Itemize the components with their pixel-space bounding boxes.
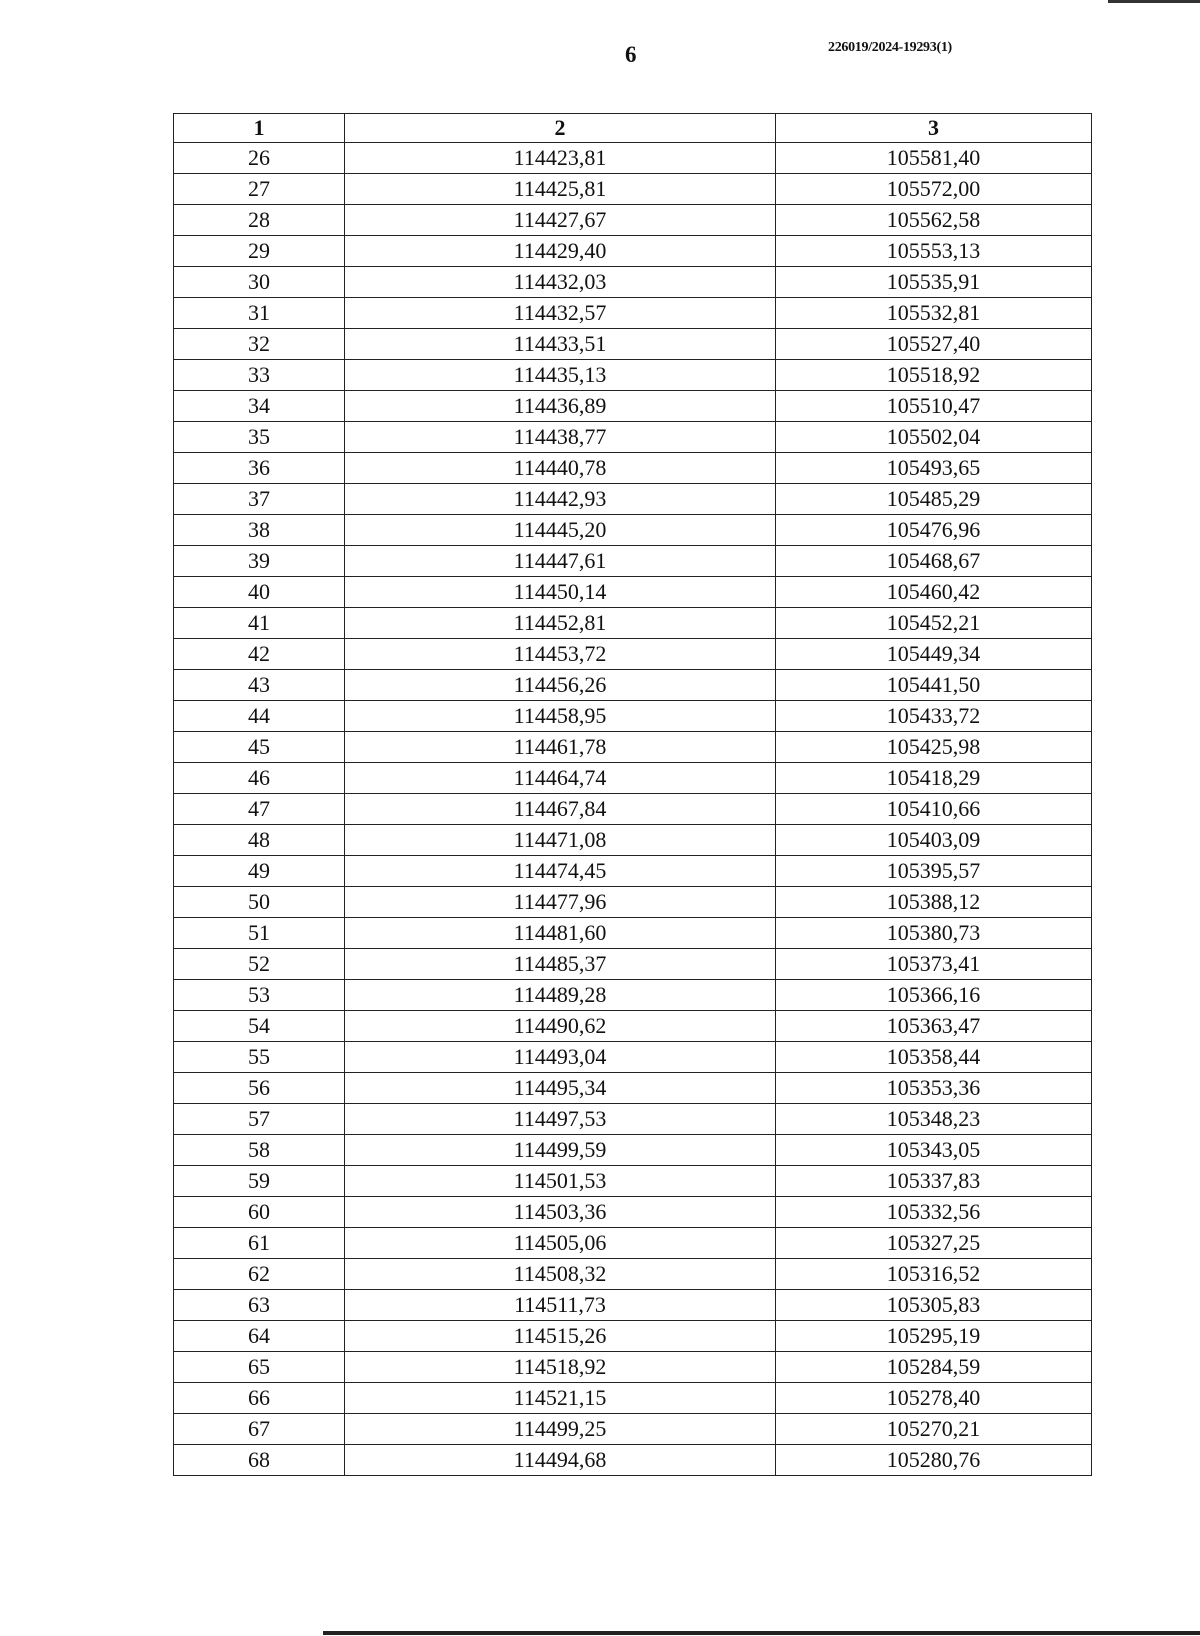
table-cell-col-1: 36 <box>174 453 345 484</box>
table-row <box>174 1197 1092 1228</box>
table-cell-col-3: 105433,72 <box>776 701 1092 732</box>
table-cell-col-1: 40 <box>174 577 345 608</box>
table-cell-col-3: 105305,83 <box>776 1290 1092 1321</box>
table-row <box>174 1011 1092 1042</box>
table-cell-col-3: 105510,47 <box>776 391 1092 422</box>
table-cell-col-1: 37 <box>174 484 345 515</box>
table-cell-col-2: 114435,13 <box>345 360 776 391</box>
table-cell-col-3: 105562,58 <box>776 205 1092 236</box>
table-cell-col-2: 114499,25 <box>345 1414 776 1445</box>
table-cell-col-2: 114450,14 <box>345 577 776 608</box>
table-cell-col-3: 105410,66 <box>776 794 1092 825</box>
table-row <box>174 1383 1092 1414</box>
table-body <box>174 143 1092 1476</box>
table-row <box>174 515 1092 546</box>
table-cell-col-2: 114442,93 <box>345 484 776 515</box>
table-cell-col-1: 62 <box>174 1259 345 1290</box>
table-row <box>174 608 1092 639</box>
table-cell-col-3: 105418,29 <box>776 763 1092 794</box>
table-cell-col-1: 48 <box>174 825 345 856</box>
table-cell-col-3: 105358,44 <box>776 1042 1092 1073</box>
table-cell-col-1: 59 <box>174 1166 345 1197</box>
table-cell-col-3: 105270,21 <box>776 1414 1092 1445</box>
table-cell-col-3: 105441,50 <box>776 670 1092 701</box>
table-row <box>174 794 1092 825</box>
table-row <box>174 856 1092 887</box>
table-cell-col-1: 47 <box>174 794 345 825</box>
table-cell-col-2: 114505,06 <box>345 1228 776 1259</box>
table-cell-col-2: 114461,78 <box>345 732 776 763</box>
bottom-rule <box>323 1631 1200 1635</box>
column-header-2: 2 <box>345 114 776 143</box>
table-cell-col-3: 105572,00 <box>776 174 1092 205</box>
table-row <box>174 1321 1092 1352</box>
table-row <box>174 422 1092 453</box>
table-cell-col-1: 26 <box>174 143 345 174</box>
table-row <box>174 1259 1092 1290</box>
table-cell-col-3: 105332,56 <box>776 1197 1092 1228</box>
table-cell-col-1: 42 <box>174 639 345 670</box>
table-cell-col-1: 52 <box>174 949 345 980</box>
table-cell-col-1: 54 <box>174 1011 345 1042</box>
table-cell-col-2: 114458,95 <box>345 701 776 732</box>
table-cell-col-3: 105518,92 <box>776 360 1092 391</box>
page-number: 6 <box>625 42 637 67</box>
table-cell-col-3: 105395,57 <box>776 856 1092 887</box>
table-cell-col-2: 114477,96 <box>345 887 776 918</box>
table-row <box>174 1042 1092 1073</box>
table-cell-col-3: 105366,16 <box>776 980 1092 1011</box>
table-cell-col-1: 44 <box>174 701 345 732</box>
table-row <box>174 484 1092 515</box>
table-row <box>174 143 1092 174</box>
table-cell-col-2: 114499,59 <box>345 1135 776 1166</box>
table-cell-col-2: 114464,74 <box>345 763 776 794</box>
table-cell-col-2: 114436,89 <box>345 391 776 422</box>
table-cell-col-3: 105403,09 <box>776 825 1092 856</box>
table-cell-col-3: 105527,40 <box>776 329 1092 360</box>
table-cell-col-3: 105363,47 <box>776 1011 1092 1042</box>
table-cell-col-2: 114452,81 <box>345 608 776 639</box>
table-row <box>174 980 1092 1011</box>
table-cell-col-1: 64 <box>174 1321 345 1352</box>
table-cell-col-2: 114425,81 <box>345 174 776 205</box>
table-cell-col-1: 53 <box>174 980 345 1011</box>
table-cell-col-1: 58 <box>174 1135 345 1166</box>
table-cell-col-2: 114471,08 <box>345 825 776 856</box>
table-cell-col-3: 105460,42 <box>776 577 1092 608</box>
column-header-3: 3 <box>776 114 1092 143</box>
table-cell-col-3: 105553,13 <box>776 236 1092 267</box>
table-row <box>174 918 1092 949</box>
table-cell-col-2: 114521,15 <box>345 1383 776 1414</box>
table-row <box>174 1104 1092 1135</box>
table-row <box>174 174 1092 205</box>
table-row <box>174 267 1092 298</box>
table-row <box>174 1166 1092 1197</box>
table-cell-col-3: 105278,40 <box>776 1383 1092 1414</box>
table-cell-col-2: 114453,72 <box>345 639 776 670</box>
table-cell-col-2: 114438,77 <box>345 422 776 453</box>
table-cell-col-2: 114440,78 <box>345 453 776 484</box>
table-cell-col-1: 50 <box>174 887 345 918</box>
table-cell-col-1: 31 <box>174 298 345 329</box>
table-cell-col-1: 49 <box>174 856 345 887</box>
table-cell-col-3: 105284,59 <box>776 1352 1092 1383</box>
table-cell-col-3: 105485,29 <box>776 484 1092 515</box>
table-cell-col-3: 105380,73 <box>776 918 1092 949</box>
table-row <box>174 360 1092 391</box>
table-cell-col-1: 57 <box>174 1104 345 1135</box>
table-cell-col-2: 114467,84 <box>345 794 776 825</box>
table-cell-col-3: 105468,67 <box>776 546 1092 577</box>
table-cell-col-2: 114423,81 <box>345 143 776 174</box>
table-cell-col-2: 114489,28 <box>345 980 776 1011</box>
table-row <box>174 701 1092 732</box>
table-cell-col-2: 114427,67 <box>345 205 776 236</box>
table-cell-col-3: 105280,76 <box>776 1445 1092 1476</box>
table-row <box>174 1290 1092 1321</box>
table-cell-col-2: 114433,51 <box>345 329 776 360</box>
table-row <box>174 670 1092 701</box>
table-row <box>174 763 1092 794</box>
table-cell-col-1: 41 <box>174 608 345 639</box>
table-row <box>174 1073 1092 1104</box>
table-row <box>174 1228 1092 1259</box>
table-cell-col-3: 105343,05 <box>776 1135 1092 1166</box>
table-cell-col-2: 114495,34 <box>345 1073 776 1104</box>
table-cell-col-1: 55 <box>174 1042 345 1073</box>
table-row <box>174 1135 1092 1166</box>
table-cell-col-3: 105337,83 <box>776 1166 1092 1197</box>
table-row <box>174 236 1092 267</box>
table-cell-col-3: 105348,23 <box>776 1104 1092 1135</box>
table-cell-col-2: 114501,53 <box>345 1166 776 1197</box>
table-cell-col-2: 114432,03 <box>345 267 776 298</box>
document-code: 226019/2024-19293(1) <box>828 40 952 55</box>
table-cell-col-2: 114497,53 <box>345 1104 776 1135</box>
table-cell-col-2: 114493,04 <box>345 1042 776 1073</box>
table-cell-col-1: 35 <box>174 422 345 453</box>
table-cell-col-3: 105425,98 <box>776 732 1092 763</box>
table-cell-col-2: 114494,68 <box>345 1445 776 1476</box>
table-cell-col-1: 56 <box>174 1073 345 1104</box>
table-cell-col-3: 105316,52 <box>776 1259 1092 1290</box>
table-cell-col-1: 29 <box>174 236 345 267</box>
table-cell-col-2: 114456,26 <box>345 670 776 701</box>
table-cell-col-1: 65 <box>174 1352 345 1383</box>
table-cell-col-3: 105327,25 <box>776 1228 1092 1259</box>
table-cell-col-3: 105502,04 <box>776 422 1092 453</box>
table-row <box>174 732 1092 763</box>
table-row <box>174 887 1092 918</box>
table-cell-col-2: 114485,37 <box>345 949 776 980</box>
table-row <box>174 949 1092 980</box>
table-cell-col-2: 114429,40 <box>345 236 776 267</box>
table-cell-col-3: 105532,81 <box>776 298 1092 329</box>
table-cell-col-1: 28 <box>174 205 345 236</box>
table-cell-col-1: 27 <box>174 174 345 205</box>
table-cell-col-1: 51 <box>174 918 345 949</box>
table-cell-col-2: 114503,36 <box>345 1197 776 1228</box>
table-cell-col-2: 114447,61 <box>345 546 776 577</box>
table-cell-col-3: 105353,36 <box>776 1073 1092 1104</box>
table-row <box>174 329 1092 360</box>
table-cell-col-1: 60 <box>174 1197 345 1228</box>
table-cell-col-3: 105388,12 <box>776 887 1092 918</box>
coordinates-table-container <box>173 113 1091 1476</box>
table-cell-col-1: 34 <box>174 391 345 422</box>
table-cell-col-3: 105295,19 <box>776 1321 1092 1352</box>
table-cell-col-1: 63 <box>174 1290 345 1321</box>
table-cell-col-2: 114481,60 <box>345 918 776 949</box>
corner-scan-mark <box>1108 0 1200 3</box>
table-cell-col-2: 114445,20 <box>345 515 776 546</box>
table-cell-col-1: 38 <box>174 515 345 546</box>
table-cell-col-2: 114518,92 <box>345 1352 776 1383</box>
table-cell-col-3: 105373,41 <box>776 949 1092 980</box>
table-header-row <box>174 114 1092 143</box>
table-cell-col-1: 43 <box>174 670 345 701</box>
table-row <box>174 577 1092 608</box>
table-cell-col-3: 105535,91 <box>776 267 1092 298</box>
table-cell-col-2: 114474,45 <box>345 856 776 887</box>
table-cell-col-3: 105581,40 <box>776 143 1092 174</box>
coordinates-table <box>173 113 1092 1476</box>
column-header-1: 1 <box>174 114 345 143</box>
table-cell-col-3: 105452,21 <box>776 608 1092 639</box>
table-cell-col-1: 39 <box>174 546 345 577</box>
table-cell-col-2: 114432,57 <box>345 298 776 329</box>
table-row <box>174 546 1092 577</box>
table-cell-col-3: 105493,65 <box>776 453 1092 484</box>
table-cell-col-1: 68 <box>174 1445 345 1476</box>
table-row <box>174 205 1092 236</box>
table-row <box>174 1414 1092 1445</box>
table-cell-col-2: 114515,26 <box>345 1321 776 1352</box>
table-cell-col-1: 46 <box>174 763 345 794</box>
table-row <box>174 639 1092 670</box>
table-row <box>174 298 1092 329</box>
table-row <box>174 1445 1092 1476</box>
table-cell-col-1: 30 <box>174 267 345 298</box>
table-cell-col-1: 32 <box>174 329 345 360</box>
table-row <box>174 825 1092 856</box>
table-cell-col-3: 105449,34 <box>776 639 1092 670</box>
table-cell-col-1: 45 <box>174 732 345 763</box>
table-cell-col-1: 33 <box>174 360 345 391</box>
table-row <box>174 1352 1092 1383</box>
table-row <box>174 453 1092 484</box>
table-cell-col-2: 114511,73 <box>345 1290 776 1321</box>
table-cell-col-1: 61 <box>174 1228 345 1259</box>
table-row <box>174 391 1092 422</box>
table-cell-col-2: 114508,32 <box>345 1259 776 1290</box>
table-cell-col-2: 114490,62 <box>345 1011 776 1042</box>
table-cell-col-3: 105476,96 <box>776 515 1092 546</box>
table-cell-col-1: 67 <box>174 1414 345 1445</box>
table-cell-col-1: 66 <box>174 1383 345 1414</box>
